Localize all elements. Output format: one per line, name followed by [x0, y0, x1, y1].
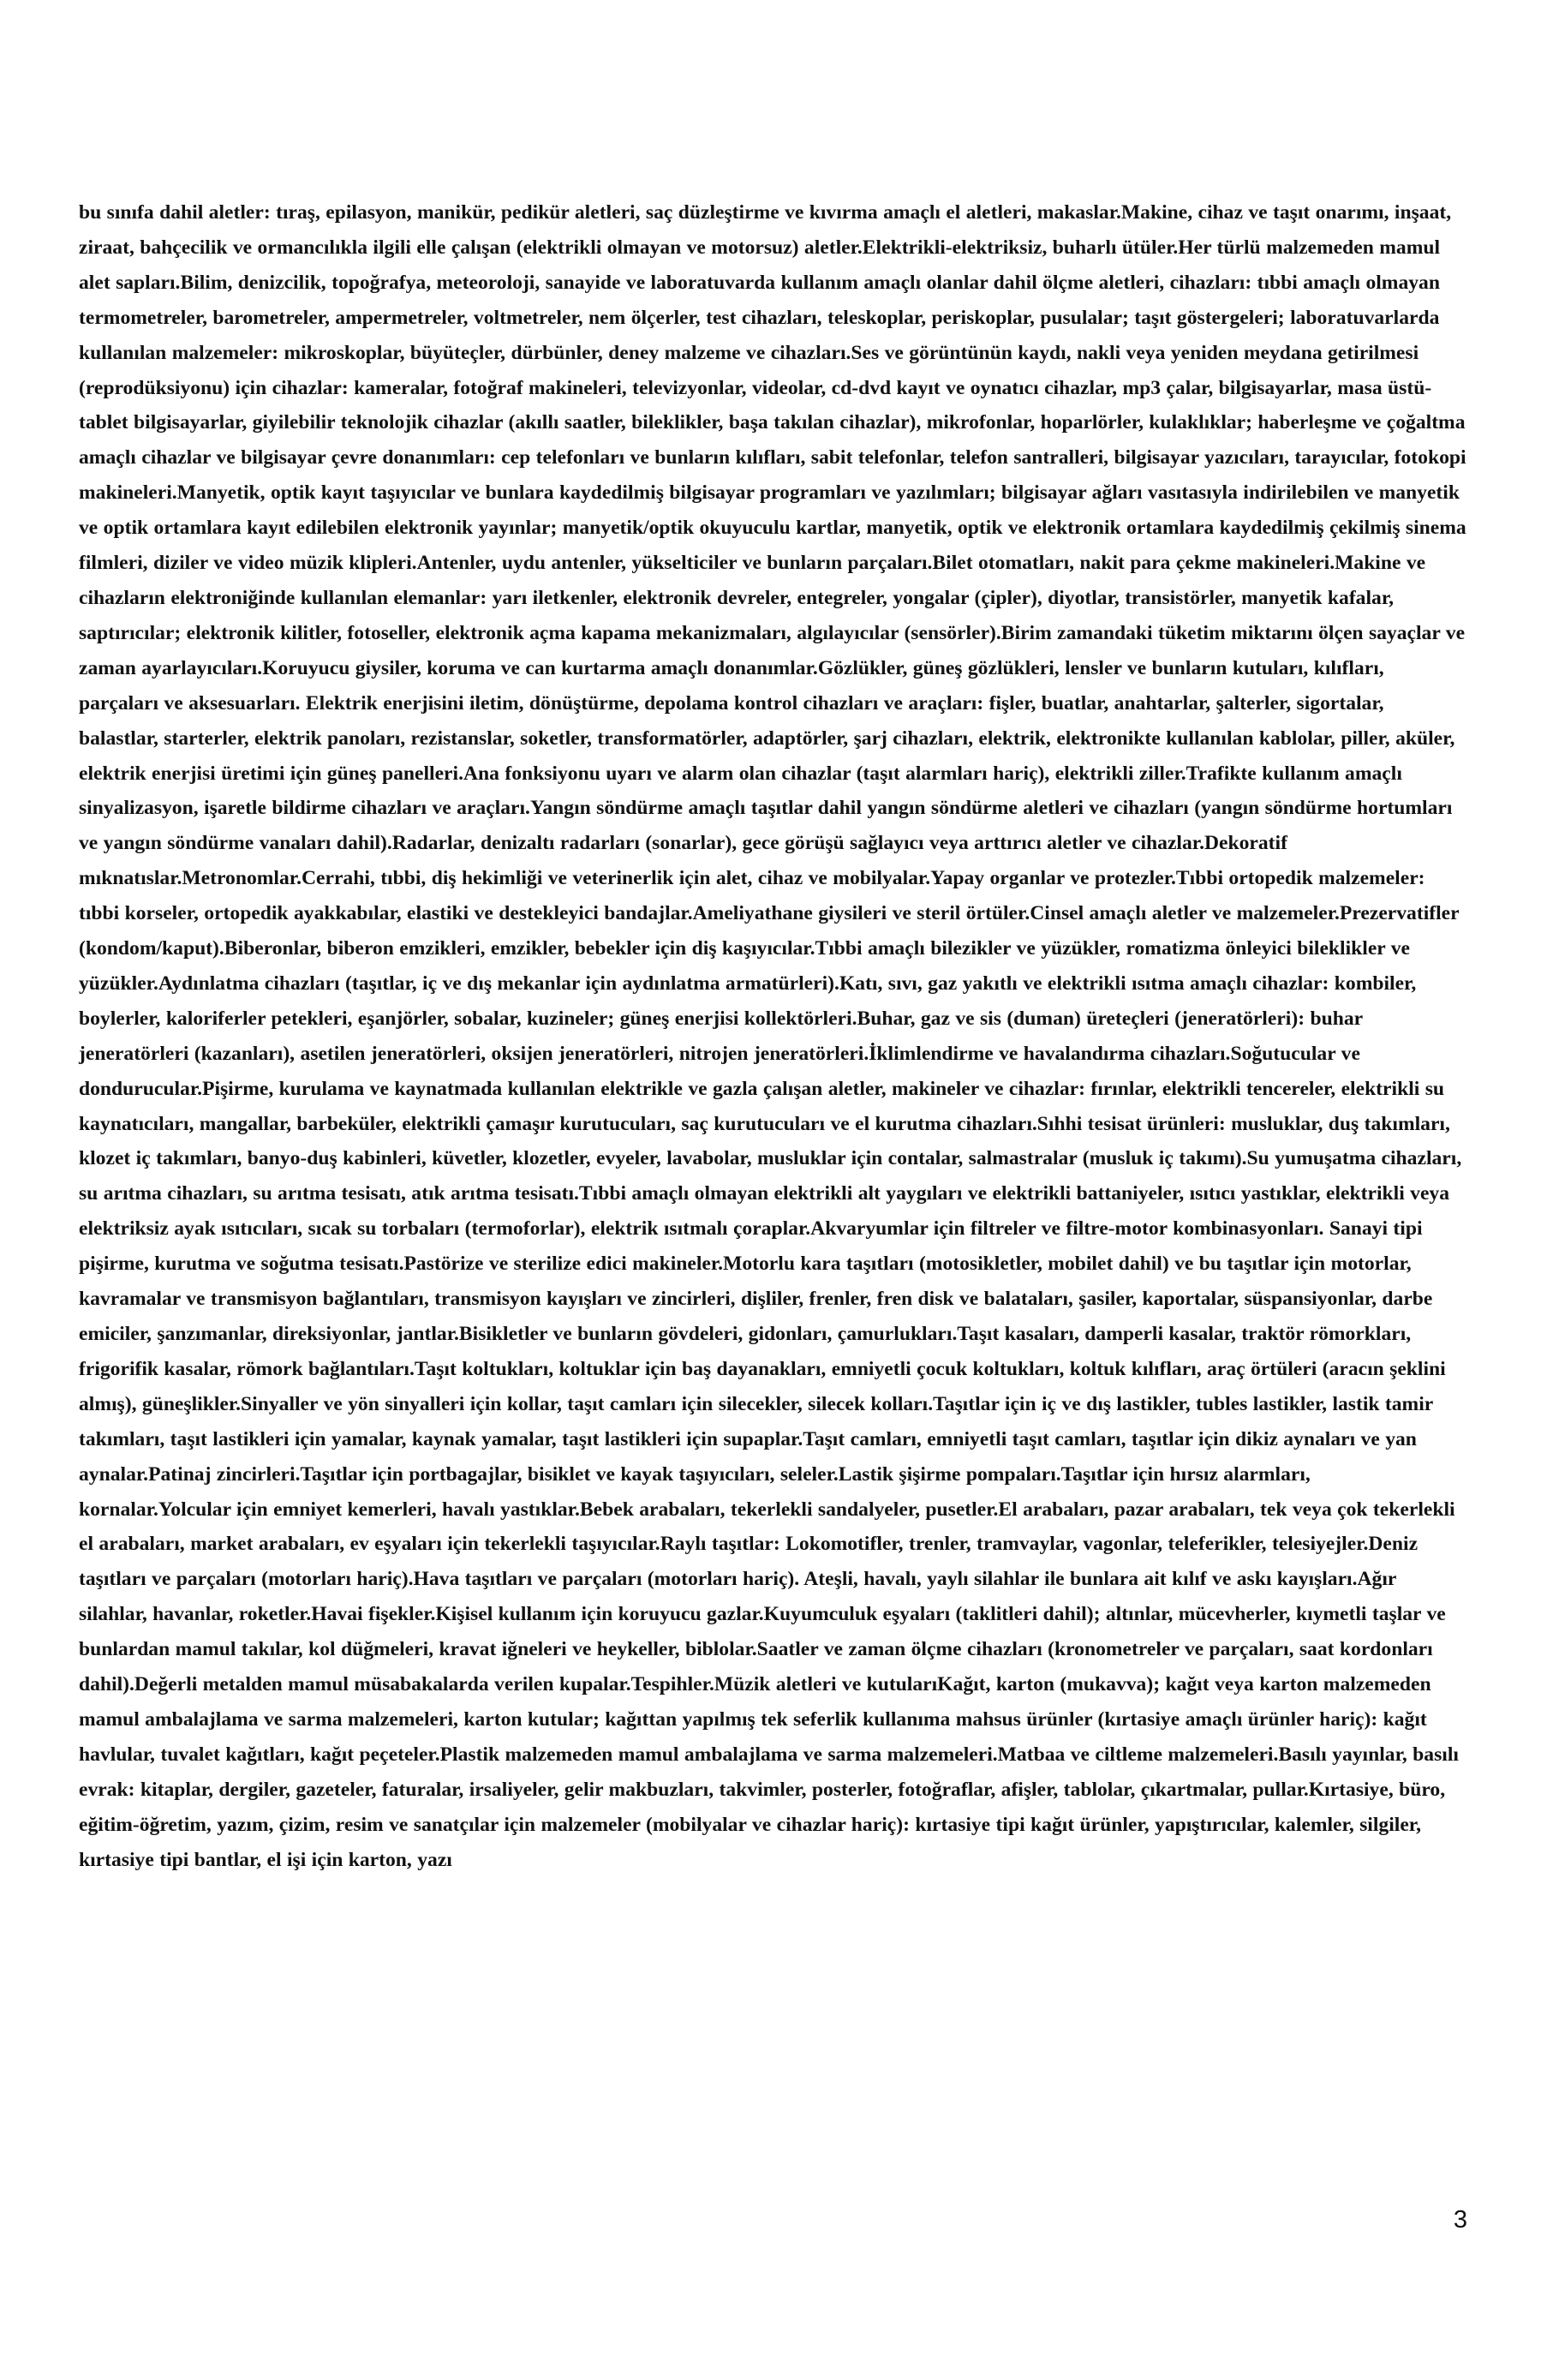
- body-paragraph: bu sınıfa dahil aletler: tıraş, epilasyon, manikür, pedikür aletleri, saç düzleştirme ve kıvırma amaçlı el aletleri, makaslar.Makine, cihaz ve taşıt onarımı, inşaat, ziraat, bahçecilik ve ormancılıkla ilgili elle çalışan (elektrikli olmayan ve motorsuz) aletler.Elektrikli-elektriksiz, buharlı ütüler.Her türlü malzemeden mamul alet sapları.Bilim, denizcilik, topoğrafya, meteoroloji, sanayide ve laboratuvarda kullanım amaçlı olanlar dahil ölçme aletleri, cihazları: tıbbi amaçlı olmayan termometreler, barometreler, ampermetreler, voltmetreler, nem ölçerler, test cihazları, teleskoplar, periskoplar, pusulalar; taşıt göstergeleri; laboratuvarlarda kullanılan malzemeler: mikroskoplar, büyüteçler, dürbünler, deney malzeme ve cihazları.Ses ve görüntünün kaydı, nakli veya yeniden meydana getirilmesi (reprodüksiyonu) için cihazlar: kameralar, fotoğraf makineleri, televizyonlar, videolar, cd-dvd kayıt ve oynatıcı cihazlar, mp3 çalar, bilgisayarlar, masa üstü-tablet bilgisayarlar, giyilebilir teknolojik cihazlar (akıllı saatler, bileklikler, başa takılan cihazlar), mikrofonlar, hoparlörler, kulaklıklar; haberleşme ve çoğaltma amaçlı cihazlar ve bilgisayar çevre donanımları: cep telefonları ve bunların kılıfları, sabit telefonlar, telefon santralleri, bilgisayar yazıcıları, tarayıcılar, fotokopi makineleri.Manyetik, optik kayıt taşıyıcılar ve bunlara kaydedilmiş bilgisayar programları ve yazılımları; bilgisayar ağları vasıtasıyla indirilebilen ve manyetik ve optik ortamlara kayıt edilebilen elektronik yayınlar; manyetik/optik okuyuculu kartlar, manyetik, optik ve elektronik ortamlara kaydedilmiş çekilmiş sinema filmleri, diziler ve video müzik klipleri.Antenler, uydu antenler, yükselticiler ve bunların parçaları.Bilet otomatları, nakit para çekme makineleri.Makine ve cihazların elektroniğinde kullanılan elemanlar: yarı iletkenler, elektronik devreler, entegreler, yongalar (çipler), diyotlar, transistörler, manyetik kafalar, saptırıcılar; elektronik kilitler, fotoseller, elektronik açma kapama mekanizmaları, algılayıcılar (sensörler).Birim zamandaki tüketim miktarını ölçen sayaçlar ve zaman ayarlayıcıları.Koruyucu giysiler, koruma ve can kurtarma amaçlı donanımlar.Gözlükler, güneş gözlükleri, lensler ve bunların kutuları, kılıfları, parçaları ve aksesuarları. Elektrik enerjisini iletim, dönüştürme, depolama kontrol cihazları ve araçları: fişler, buatlar, anahtarlar, şalterler, sigortalar, balastlar, starterler, elektrik panoları, rezistanslar, soketler, transformatörler, adaptörler, şarj cihazları, elektrik, elektronikte kullanılan kablolar, piller, aküler, elektrik enerjisi üretimi için güneş panelleri.Ana fonksiyonu uyarı ve alarm olan cihazlar (taşıt alarmları hariç), elektrikli ziller.Trafikte kullanım amaçlı sinyalizasyon, işaretle bildirme cihazları ve araçları.Yangın söndürme amaçlı taşıtlar dahil yangın söndürme aletleri ve cihazları (yangın söndürme hortumları ve yangın söndürme vanaları dahil).Radarlar, denizaltı radarları (sonarlar), gece görüşü sağlayıcı veya arttırıcı aletler ve cihazlar.Dekoratif mıknatıslar.Metronomlar.Cerrahi, tıbbi, diş hekimliği ve veterinerlik için alet, cihaz ve mobilyalar.Yapay organlar ve protezler.Tıbbi ortopedik malzemeler: tıbbi korseler, ortopedik ayakkabılar, elastiki ve destekleyici bandajlar.Ameliyathane giysileri ve steril örtüler.Cinsel amaçlı aletler ve malzemeler.Prezervatifler (kondom/kaput).Biberonlar, biberon emzikleri, emzikler, bebekler için diş kaşıyıcılar.Tıbbi amaçlı bilezikler ve yüzükler, romatizma önleyici bileklikler ve yüzükler.Aydınlatma cihazları (taşıtlar, iç ve dış mekanlar için aydınlatma armatürleri).Katı, sıvı, gaz yakıtlı ve elektrikli ısıtma amaçlı cihazlar: kombiler, boylerler, kaloriferler petekleri, eşanjörler, sobalar, kuzineler; güneş enerjisi kollektörleri.Buhar, gaz ve sis (duman) üreteçleri (jeneratörleri): buhar jeneratörleri (kazanları), asetilen jeneratörleri, oksijen jeneratörleri, nitrojen jeneratörleri.İklimlendirme ve havalandırma cihazları.Soğutucular ve dondurucular.Pişirme, kurulama ve kaynatmada kullanılan elektrikle ve gazla çalışan aletler, makineler ve cihazlar: fırınlar, elektrikli tencereler, elektrikli su kaynatıcıları, mangallar, barbeküler, elektrikli çamaşır kurutucuları, saç kurutucuları ve el kurutma cihazları.Sıhhi tesisat ürünleri: musluklar, duş takımları, klozet iç takımları, banyo-duş kabinleri, küvetler, klozetler, evyeler, lavabolar, musluklar için contalar, salmastralar (musluk iç takımı).Su yumuşatma cihazları, su arıtma cihazları, su arıtma tesisatı, atık arıtma tesisatı.Tıbbi amaçlı olmayan elektrikli alt yaygıları ve elektrikli battaniyeler, ısıtıcı yastıklar, elektrikli veya elektriksiz ayak ısıtıcıları, sıcak su torbaları (termoforlar), elektrik ısıtmalı çoraplar.Akvaryumlar için filtreler ve filtre-motor kombinasyonları. Sanayi tipi pişirme, kurutma ve soğutma tesisatı.Pastörize ve sterilize edici makineler.Motorlu kara taşıtları (motosikletler, mobilet dahil) ve bu taşıtlar için motorlar, kavramalar ve transmisyon bağlantıları, transmisyon kayışları ve zincirleri, dişliler, frenler, fren disk ve balataları, şasiler, kaportalar, süspansiyonlar, darbe emiciler, şanzımanlar, direksiyonlar, jantlar.Bisikletler ve bunların gövdeleri, gidonları, çamurlukları.Taşıt kasaları, damperli kasalar, traktör römorkları, frigorifik kasalar, römork bağlantıları.Taşıt koltukları, koltuklar için baş dayanakları, emniyetli çocuk koltukları, koltuk kılıfları, araç örtüleri (aracın şeklini almış), güneşlikler.Sinyaller ve yön sinyalleri için kollar, taşıt camları için silecekler, silecek kolları.Taşıtlar için iç ve dış lastikler, tubles lastikler, lastik tamir takımları, taşıt lastikleri için yamalar, kaynak yamalar, taşıt lastikleri için supaplar.Taşıt camları, emniyetli taşıt camları, taşıtlar için dikiz aynaları ve yan aynalar.Patinaj zincirleri.Taşıtlar için portbagajlar, bisiklet ve kayak taşıyıcıları, seleler.Lastik şişirme pompaları.Taşıtlar için hırsız alarmları, kornalar.Yolcular için emniyet kemerleri, havalı yastıklar.Bebek arabaları, tekerlekli sandalyeler, pusetler.El arabaları, pazar arabaları, tek veya çok tekerlekli el arabaları, market arabaları, ev eşyaları için tekerlekli taşıyıcılar.Raylı taşıtlar: Lokomotifler, trenler, tramvaylar, vagonlar, teleferikler, telesiyejler.Deniz taşıtları ve parçaları (motorları hariç).Hava taşıtları ve parçaları (motorları hariç). Ateşli, havalı, yaylı silahlar ile bunlara ait kılıf ve askı kayışları.Ağır silahlar, havanlar, roketler.Havai fişekler.Kişisel kullanım için koruyucu gazlar.Kuyumculuk eşyaları (taklitleri dahil); altınlar, mücevherler, kıymetli taşlar ve bunlardan mamul takılar, kol düğmeleri, kravat iğneleri ve heykeller, biblolar.Saatler ve zaman ölçme cihazları (kronometreler ve parçaları, saat kordonları dahil).Değerli metalden mamul müsabakalarda verilen kupalar.Tespihler.Müzik aletleri ve kutularıKağıt, karton (mukavva); kağıt veya karton malzemeden mamul ambalajlama ve sarma malzemeleri, karton kutular; kağıttan yapılmış tek seferlik kullanıma mahsus ürünler (kırtasiye amaçlı ürünler hariç): kağıt havlular, tuvalet kağıtları, kağıt peçeteler.Plastik malzemeden mamul ambalajlama ve sarma malzemeleri.Matbaa ve ciltleme malzemeleri.Basılı yayınlar, basılı evrak: kitaplar, dergiler, gazeteler, faturalar, irsaliyeler, gelir makbuzları, takvimler, posterler, fotoğraflar, afişler, tablolar, çıkartmalar, pullar.Kırtasiye, büro, eğitim-öğretim, yazım, çizim, resim ve sanatçılar için malzemeler (mobilyalar ve cihazlar hariç): kırtasiye tipi kağıt ürünler, yapıştırıcılar, kalemler, silgiler, kırtasiye tipi bantlar, el işi için karton, yazı: [79, 201, 1466, 1871]
- page-number: 3: [1453, 2206, 1467, 2233]
